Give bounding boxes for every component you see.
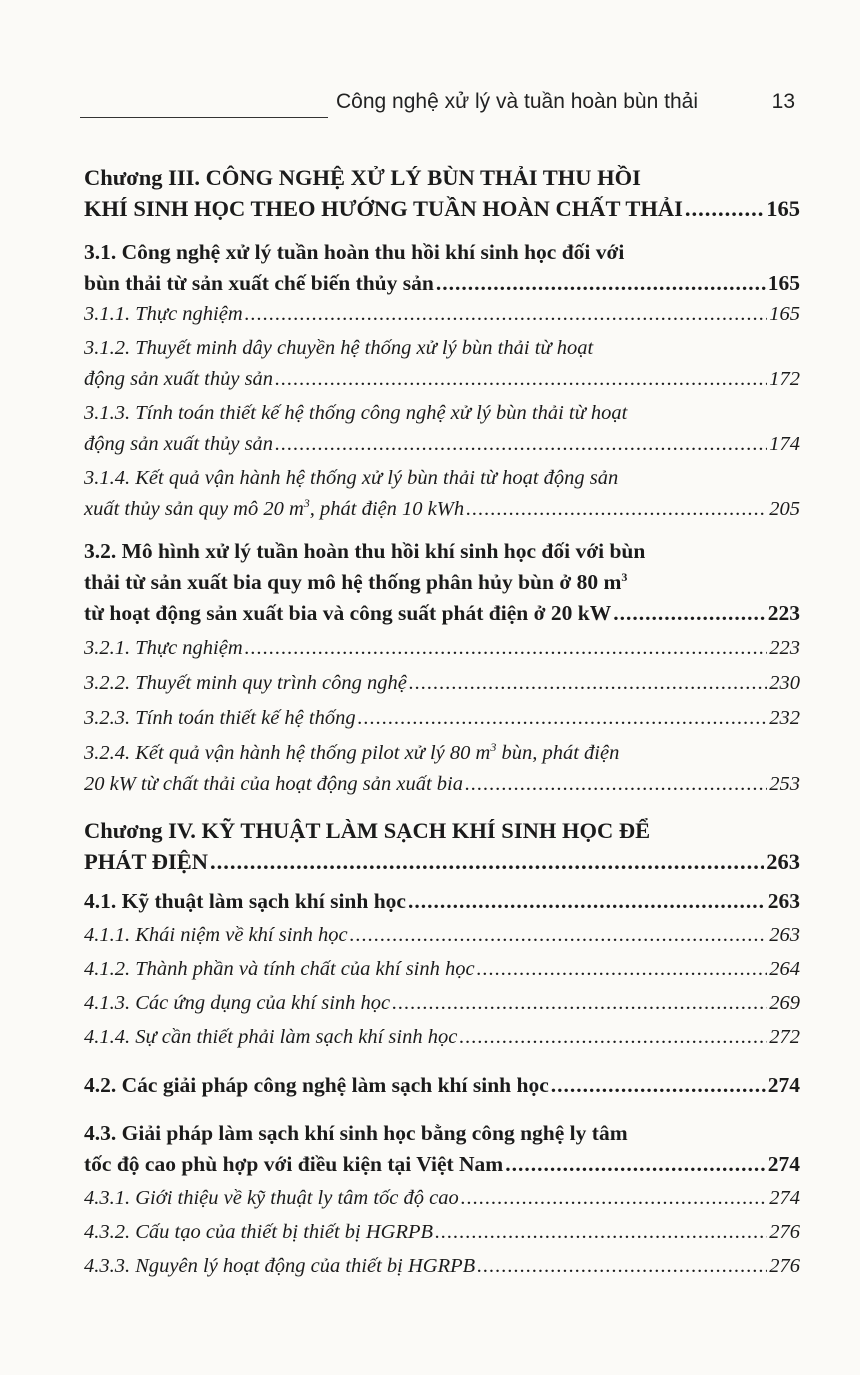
toc-page-number: 272 — [769, 1026, 800, 1048]
toc-entry-text: 3.1. Công nghệ xử lý tuần hoàn thu hồi khí sinh học đối với — [84, 240, 625, 264]
table-of-contents — [84, 160, 800, 1282]
toc-entry-text: 3.1.2. Thuyết minh dây chuyền hệ thống xử lý bùn thải từ hoạt — [84, 337, 594, 359]
toc-subsection-3-1-3[interactable] — [84, 398, 800, 460]
toc-entry-text: 3.2.1. Thực nghiệm — [84, 637, 243, 659]
page-number: 13 — [771, 90, 795, 113]
toc-page-number: 274 — [767, 1152, 800, 1176]
toc-page-number: 253 — [769, 773, 800, 795]
toc-entry-text: thải từ sản xuất bia quy mô hệ thống phân hủy bùn ở 80 $m^3$ — [84, 569, 628, 594]
toc-page-number: 263 — [769, 924, 800, 946]
toc-page-number: 263 — [767, 889, 800, 913]
toc-page-number: 165 — [766, 196, 800, 221]
toc-subsection-4-3-2[interactable] — [84, 1217, 800, 1248]
toc-page-number: 274 — [769, 1187, 800, 1209]
toc-entry-text: 3.2.2. Thuyết minh quy trình công nghệ — [84, 672, 407, 694]
toc-section-4-3[interactable] — [84, 1118, 800, 1180]
toc-page-number: 230 — [769, 672, 800, 694]
toc-entry-text: 3.1.1. Thực nghiệm — [84, 303, 243, 325]
toc-subsection-3-1-1[interactable] — [84, 299, 800, 330]
toc-entry-text: 4.1.4. Sự cần thiết phải làm sạch khí sinh học — [84, 1026, 458, 1048]
toc-subsection-4-3-3[interactable] — [84, 1251, 800, 1282]
toc-entry-text: 4.3.1. Giới thiệu về kỹ thuật ly tâm tốc độ cao — [84, 1187, 459, 1209]
toc-entry-text: 3.2. Mô hình xử lý tuần hoàn thu hồi khí sinh học đối với bùn — [84, 539, 646, 563]
toc-chapter-4[interactable] — [84, 815, 800, 877]
toc-subsection-4-1-2[interactable] — [84, 954, 800, 985]
toc-page-number: 205 — [769, 498, 800, 520]
toc-entry-text: 3.2.4. Kết quả vận hành hệ thống pilot xử lý 80 $m^3$ bùn, phát điện — [84, 740, 620, 764]
toc-entry-text: động sản xuất thủy sản — [84, 368, 274, 390]
toc-page-number: 269 — [769, 992, 800, 1014]
toc-section-4-2[interactable] — [84, 1070, 800, 1101]
toc-entry-text: 4.1.1. Khái niệm về khí sinh học — [84, 924, 348, 946]
toc-subsection-4-3-1[interactable] — [84, 1183, 800, 1214]
toc-section-3-1[interactable] — [84, 237, 800, 299]
toc-subsection-3-2-1[interactable] — [84, 633, 800, 664]
toc-entry-text: 4.1. Kỹ thuật làm sạch khí sinh học — [84, 889, 406, 913]
toc-page-number: 223 — [767, 601, 800, 625]
toc-page-number: 276 — [769, 1255, 800, 1277]
header-title: Công nghệ xử lý và tuần hoàn bùn thải — [336, 90, 698, 113]
running-header — [80, 90, 795, 120]
toc-entry-text: 4.3. Giải pháp làm sạch khí sinh học bằng công nghệ ly tâm — [84, 1121, 628, 1145]
toc-entry-text: 20 kW từ chất thải của hoạt động sản xuất bia — [84, 773, 463, 795]
toc-page-number: 223 — [769, 637, 800, 659]
toc-entry-text: 4.3.3. Nguyên lý hoạt động của thiết bị HGRPB — [84, 1255, 476, 1277]
toc-entry-text: 4.1.3. Các ứng dụng của khí sinh học — [84, 992, 391, 1014]
toc-page-number: 274 — [767, 1073, 800, 1097]
toc-entry-text: Chương IV. KỸ THUẬT LÀM SẠCH KHÍ SINH HỌC ĐỂ — [84, 818, 651, 843]
toc-entry-text: động sản xuất thủy sản — [84, 433, 274, 455]
toc-section-4-1[interactable] — [84, 886, 800, 917]
toc-subsection-4-1-3[interactable] — [84, 988, 800, 1019]
toc-page-number: 263 — [766, 849, 800, 874]
toc-entry-text: bùn thải từ sản xuất chế biến thủy sản — [84, 271, 434, 295]
toc-entry-text: 3.1.4. Kết quả vận hành hệ thống xử lý bùn thải từ hoạt động sản — [84, 467, 619, 489]
toc-subsection-3-2-3[interactable] — [84, 703, 800, 734]
toc-page-number: 276 — [769, 1221, 800, 1243]
toc-page-number: 165 — [767, 271, 800, 295]
toc-entry-text: từ hoạt động sản xuất bia và công suất phát điện ở 20 kW — [84, 601, 612, 625]
toc-subsection-4-1-1[interactable] — [84, 920, 800, 951]
header-rule — [80, 117, 328, 118]
toc-entry-text: xuất thủy sản quy mô 20 $m^3$, phát điện 10 kWh — [84, 496, 465, 520]
toc-entry-text: 3.1.3. Tính toán thiết kế hệ thống công nghệ xử lý bùn thải từ hoạt — [84, 402, 628, 424]
toc-entry-text: 3.2.3. Tính toán thiết kế hệ thống — [84, 707, 356, 729]
toc-entry-text: 4.1.2. Thành phần và tính chất của khí sinh học — [84, 958, 475, 980]
toc-page-number: 264 — [769, 958, 800, 980]
toc-page-number: 232 — [769, 707, 800, 729]
toc-entry-text: tốc độ cao phù hợp với điều kiện tại Việt Nam — [84, 1152, 504, 1176]
toc-subsection-3-1-4[interactable] — [84, 463, 800, 525]
toc-entry-text: PHÁT ĐIỆN — [84, 849, 208, 874]
toc-subsection-4-1-4[interactable] — [84, 1022, 800, 1053]
toc-entry-text: KHÍ SINH HỌC THEO HƯỚNG TUẦN HOÀN CHẤT THẢI — [84, 196, 683, 221]
toc-subsection-3-1-2[interactable] — [84, 333, 800, 395]
toc-section-3-2[interactable] — [84, 536, 800, 629]
toc-page-number: 165 — [769, 303, 800, 325]
toc-entry-text: Chương III. CÔNG NGHỆ XỬ LÝ BÙN THẢI THU HỒI — [84, 165, 641, 190]
toc-entry-text: 4.2. Các giải pháp công nghệ làm sạch khí sinh học — [84, 1073, 549, 1097]
toc-subsection-3-2-2[interactable] — [84, 668, 800, 699]
toc-page-number: 174 — [769, 433, 800, 455]
toc-subsection-3-2-4[interactable] — [84, 738, 800, 800]
toc-entry-text: 4.3.2. Cấu tạo của thiết bị thiết bị HGRPB — [84, 1221, 434, 1243]
toc-chapter-3[interactable] — [84, 162, 800, 224]
toc-page-number: 172 — [769, 368, 800, 390]
